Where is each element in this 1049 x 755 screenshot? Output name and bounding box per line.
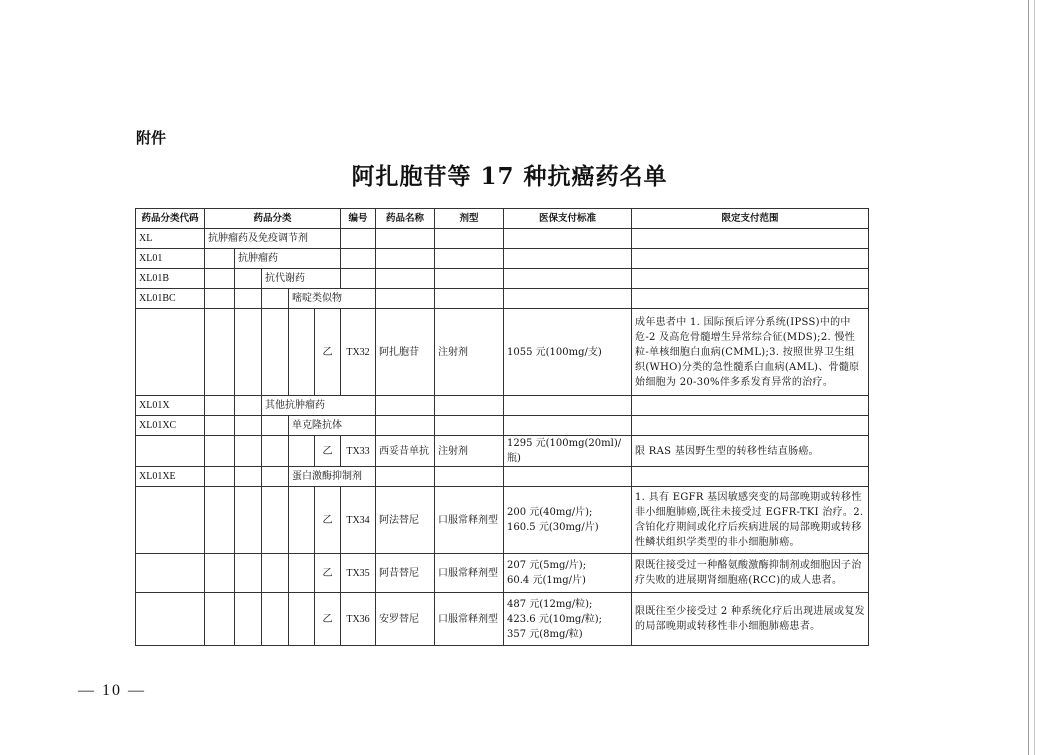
drug-standard [504,593,632,646]
table-row [136,269,869,289]
header-form: 剂型 [435,209,504,229]
drug-grade: 乙 [315,436,341,467]
drug-grade: 乙 [315,487,341,554]
drug-name: 西妥昔单抗 [376,436,435,467]
drug-number: TX33 [341,436,376,467]
drug-scope: 1. 具有 EGFR 基因敏感突变的局部晚期或转移性非小细胞肺癌,既往未接受过 EGFR-TKI 治疗。2. 含铂化疗期间或化疗后疾病进展的局部晚期或转移性鳞状组织学类型的非小细胞肺癌。 [632,487,869,554]
category-name: 其他抗肿瘤药 [262,396,376,416]
table-row [136,554,869,593]
drug-form: 注射剂 [435,436,504,467]
page-title-text: 阿扎胞苷等 17 种抗癌药名单 [351,163,668,190]
drug-grade: 乙 [315,309,341,396]
attachment-label: 附件 [136,129,167,147]
drug-name: 阿昔替尼 [376,554,435,593]
category-name: 抗肿瘤药及免疫调节剂 [205,229,341,249]
table-header-row [136,209,869,229]
page-edge [1028,0,1029,755]
category-code: XL01XE [136,467,205,487]
drug-scope: 限 RAS 基因野生型的转移性结直肠癌。 [632,436,869,467]
category-name: 嘧啶类似物 [289,289,376,309]
header-standard: 医保支付标准 [504,209,632,229]
table-row [136,593,869,646]
category-code: XL [136,229,205,249]
category-name: 单克隆抗体 [289,416,376,436]
drug-standard: 1295 元(100mg(20ml)/瓶) [504,436,632,467]
category-name: 抗代谢药 [262,269,341,289]
header-number: 编号 [341,209,376,229]
drug-standard: 1055 元(100mg/支) [504,309,632,396]
drug-standard [504,487,632,554]
page-edge-shadow [1034,0,1035,755]
drug-grade: 乙 [315,593,341,646]
standard-line: 357 元(8mg/粒) [507,628,583,640]
table-row [136,249,869,269]
drug-form: 口服常释剂型 [435,593,504,646]
drug-name: 阿法替尼 [376,487,435,554]
drug-standard [504,554,632,593]
category-code: XL01XC [136,416,205,436]
category-code: XL01BC [136,289,205,309]
standard-line: 487 元(12mg/粒); [507,598,593,610]
category-code: XL01 [136,249,205,269]
drug-form: 口服常释剂型 [435,554,504,593]
table-row [136,396,869,416]
table-row [136,229,869,249]
table-row [136,436,869,467]
table-row [136,309,869,396]
standard-line: 423.6 元(10mg/粒); [507,613,602,625]
table-row [136,467,869,487]
standard-line: 207 元(5mg/片); [507,560,587,571]
drug-form: 口服常释剂型 [435,487,504,554]
category-name: 抗肿瘤药 [235,249,341,269]
drug-name: 安罗替尼 [376,593,435,646]
drug-number: TX35 [341,554,376,593]
drug-table [135,208,869,646]
table-row [136,487,869,554]
table-row [136,416,869,436]
standard-line: 160.5 元(30mg/片) [507,522,599,533]
page-number: — 10 — [78,682,146,699]
header-category: 药品分类 [205,209,341,229]
drug-scope: 限既往接受过一种酪氨酸激酶抑制剂或细胞因子治疗失败的进展期肾细胞癌(RCC)的成人患者。 [632,554,869,593]
header-scope: 限定支付范围 [632,209,869,229]
header-name: 药品名称 [376,209,435,229]
category-name: 蛋白激酶抑制剂 [289,467,376,487]
table-row [136,289,869,309]
category-code: XL01B [136,269,205,289]
drug-scope: 限既往至少接受过 2 种系统化疗后出现进展或复发的局部晚期或转移性非小细胞肺癌患者。 [632,593,869,646]
standard-line: 60.4 元(1mg/片) [507,575,586,586]
header-code: 药品分类代码 [136,209,205,229]
page-title [0,158,1049,191]
drug-number: TX32 [341,309,376,396]
drug-scope: 成年患者中 1. 国际预后评分系统(IPSS)中的中危-2 及高危骨髓增生异常综合征(MDS);2. 慢性粒-单核细胞白血病(CMML);3. 按照世界卫生组织(WHO)分类的急性髓系白血病(AML)、骨髓原始细胞为 20-30%伴多系发育异常的治疗。 [632,309,869,396]
standard-line: 200 元(40mg/片); [507,507,593,518]
drug-number: TX34 [341,487,376,554]
category-code: XL01X [136,396,205,416]
drug-number: TX36 [341,593,376,646]
drug-name: 阿扎胞苷 [376,309,435,396]
drug-form: 注射剂 [435,309,504,396]
drug-grade: 乙 [315,554,341,593]
